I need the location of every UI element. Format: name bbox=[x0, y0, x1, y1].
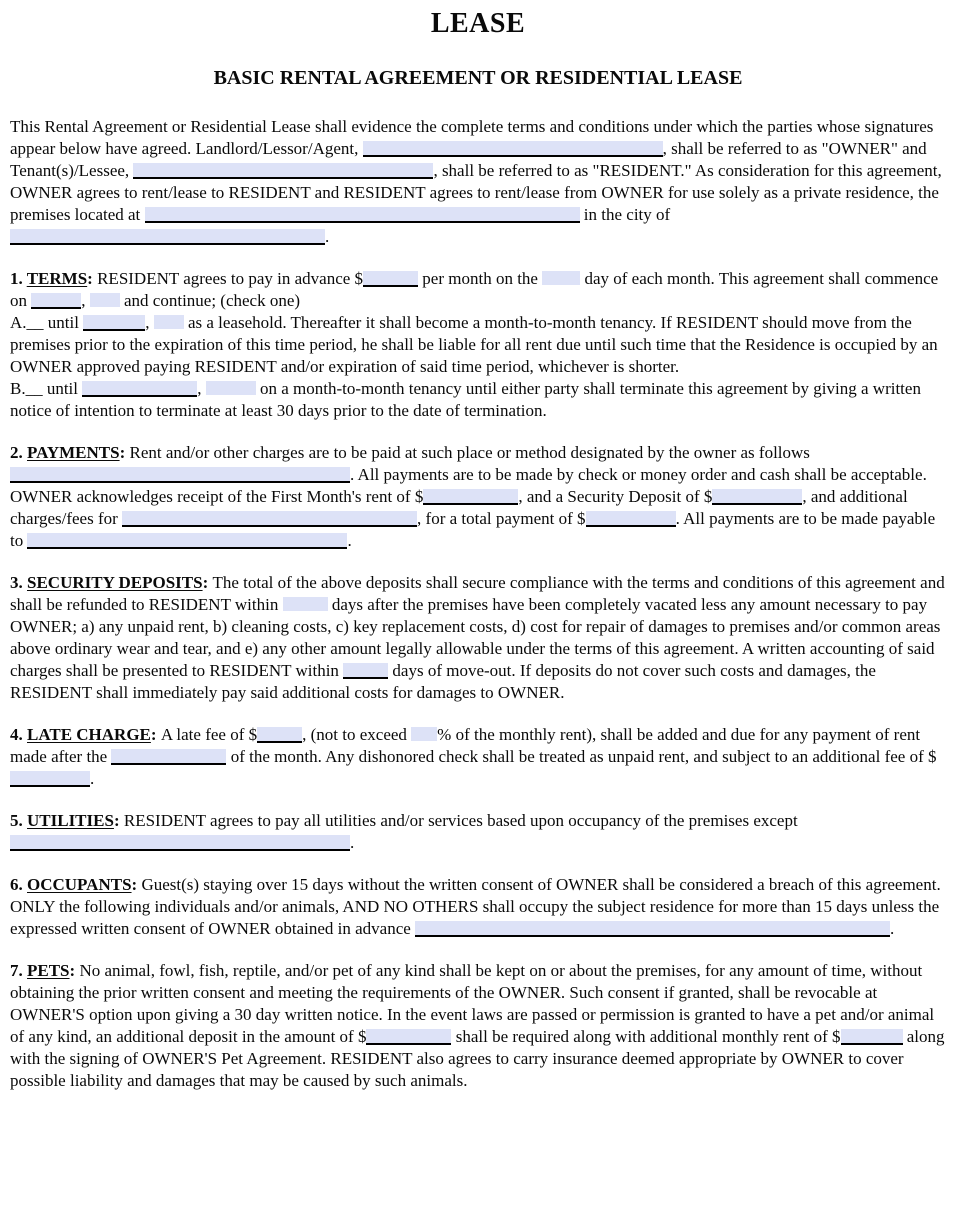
section-1-option-b bbox=[10, 378, 946, 422]
section-heading: : bbox=[150, 725, 161, 744]
section-heading: OCCUPANTS bbox=[27, 875, 132, 894]
text-run: . bbox=[90, 769, 95, 788]
dishonored-check-fee-field[interactable] bbox=[10, 771, 90, 787]
text-run: , and a Security Deposit of $ bbox=[518, 487, 713, 506]
text-run: This Rental Agreement or Residential Lease shall evidence the complete terms and conditions under which the parties whose signatures appear below have agreed. Landlord/Lessor/Agent, bbox=[10, 117, 934, 158]
late-after-day-field[interactable] bbox=[111, 749, 226, 765]
text-run: . All payments are to be made payable to bbox=[10, 509, 936, 550]
text-run: B.__ until bbox=[10, 379, 83, 398]
text-run: Rent and/or other charges are to be paid at such place or method designated by the owner as follows bbox=[129, 443, 810, 462]
section-heading: 1. bbox=[10, 269, 27, 288]
text-run: RESIDENT agrees to pay in advance $ bbox=[97, 269, 364, 288]
option-a-end-year-field[interactable] bbox=[154, 315, 184, 329]
text-run: Guest(s) staying over 15 days without the written consent of OWNER shall be considered a breach of this agreement. ONLY the following individuals and/or animals, AND NO OTHERS shall occupy the subject residence for more than 15 days unless the expressed written consent of OWNER obtained in advance bbox=[10, 875, 941, 938]
section-1-option-a bbox=[10, 312, 946, 378]
text-run: A late fee of $ bbox=[160, 725, 258, 744]
pet-additional-deposit-field[interactable] bbox=[366, 1029, 451, 1045]
section-heading: : bbox=[119, 443, 130, 462]
text-run: , and additional charges/fees for bbox=[10, 487, 908, 528]
section-heading: SECURITY DEPOSITS bbox=[27, 573, 203, 592]
option-b-end-date-field[interactable] bbox=[82, 381, 197, 397]
section-heading: : bbox=[202, 573, 213, 592]
option-b-end-year-field[interactable] bbox=[206, 381, 256, 395]
section-heading: : bbox=[131, 875, 142, 894]
text-run: . bbox=[890, 919, 895, 938]
section-2-payments bbox=[10, 442, 946, 552]
section-heading: LATE CHARGE bbox=[27, 725, 151, 744]
text-run: No animal, fowl, fish, reptile, and/or pet of any kind shall be kept on or about the premises, for any amount of time, without obtaining the prior written consent and meeting the requirements of the OWNER. Such consent if granted, shall be revocable at OWNER'S option upon giving a 30 day written notice. In the event laws are passed or permission is granted to have a pet and/or animal of any kind, an additional deposit in the amount of $ bbox=[10, 961, 935, 1046]
text-run: , bbox=[197, 379, 206, 398]
text-run: A.__ until bbox=[10, 313, 84, 332]
payments-payable-to-field[interactable] bbox=[27, 533, 347, 549]
rent-due-day-field[interactable] bbox=[542, 271, 580, 285]
accounting-within-days-field[interactable] bbox=[343, 663, 388, 679]
tenant-lessee-field[interactable] bbox=[133, 163, 433, 179]
section-heading: PETS bbox=[27, 961, 70, 980]
section-6-occupants bbox=[10, 874, 946, 940]
text-run: as a leasehold. Thereafter it shall become a month-to-month tenancy. If RESIDENT should move from the premises prior to the expiration of this time period, he shall be liable for all rent due until such time that the Residence is occupied by an OWNER approved paying RESIDENT and/or expiration of said time period, whichever is shorter. bbox=[10, 313, 938, 376]
premises-address-field[interactable] bbox=[145, 207, 580, 223]
text-run: % of the monthly rent), shall be added and due for any payment of rent made after the bbox=[10, 725, 921, 766]
text-run: of the month. Any dishonored check shall be treated as unpaid rent, and subject to an additional fee of $ bbox=[226, 747, 937, 766]
section-heading: : bbox=[69, 961, 80, 980]
section-heading: : bbox=[113, 811, 124, 830]
commencement-date-field[interactable] bbox=[31, 293, 81, 309]
text-run: The total of the above deposits shall secure compliance with the terms and conditions of this agreement and shall be refunded to RESIDENT within bbox=[10, 573, 945, 614]
late-fee-max-percent-field[interactable] bbox=[411, 727, 437, 741]
first-month-rent-field[interactable] bbox=[423, 489, 518, 505]
text-run: . bbox=[325, 227, 330, 246]
section-7-pets bbox=[10, 960, 946, 1092]
text-run: RESIDENT agrees to pay all utilities and/or services based upon occupancy of the premises except bbox=[123, 811, 798, 830]
text-run: in the city of bbox=[579, 205, 671, 224]
monthly-rent-amount-field[interactable] bbox=[363, 271, 418, 287]
section-1-terms bbox=[10, 268, 946, 312]
text-run: days after the premises have been completely vacated less any amount necessary to pay OWNER; a) any unpaid rent, b) cleaning costs, c) key replacement costs, d) cost for repair of damages to premises and/or common areas above ordinary wear and tear, and e) any other amount legally allowable under the terms of this agreement. A written accounting of said charges shall be presented to RESIDENT within bbox=[10, 595, 941, 680]
text-run: , shall be referred to as "RESIDENT." As consideration for this agreement, OWNER agrees to rent/lease to RESIDENT and RESIDENT agrees to rent/lease from OWNER for use solely as a private residence, the premises located at bbox=[10, 161, 942, 224]
utilities-exceptions-field[interactable] bbox=[10, 835, 350, 851]
text-run: , bbox=[145, 313, 154, 332]
text-run: and continue; (check one) bbox=[119, 291, 301, 310]
text-run: . bbox=[350, 833, 355, 852]
section-heading: 7. bbox=[10, 961, 27, 980]
section-heading: UTILITIES bbox=[27, 811, 114, 830]
text-run: . All payments are to be made by check or money order and cash shall be acceptable. OWNER acknowledges receipt of the First Month's rent of $ bbox=[10, 465, 927, 506]
refund-within-days-field[interactable] bbox=[283, 597, 328, 611]
section-4-late-charge bbox=[10, 724, 946, 790]
section-heading: 4. bbox=[10, 725, 27, 744]
text-run: , for a total payment of $ bbox=[417, 509, 586, 528]
pet-additional-monthly-rent-field[interactable] bbox=[841, 1029, 903, 1045]
option-a-end-date-field[interactable] bbox=[83, 315, 145, 331]
premises-city-field[interactable] bbox=[10, 229, 325, 245]
late-fee-amount-field[interactable] bbox=[257, 727, 302, 743]
approved-occupants-field[interactable] bbox=[415, 921, 890, 937]
text-run: , (not to exceed bbox=[302, 725, 412, 744]
text-run: shall be required along with additional monthly rent of $ bbox=[451, 1027, 841, 1046]
document-title: LEASE bbox=[430, 8, 526, 39]
text-run: on a month-to-month tenancy until either party shall terminate this agreement by giving a written notice of intention to terminate at least 30 days prior to the date of termination. bbox=[10, 379, 921, 420]
text-run: day of each month. This agreement shall commence on bbox=[10, 269, 939, 310]
section-5-utilities bbox=[10, 810, 946, 854]
additional-charges-description-field[interactable] bbox=[122, 511, 417, 527]
section-heading: 2. bbox=[10, 443, 27, 462]
text-run: , shall be referred to as "OWNER" and Tenant(s)/Lessee, bbox=[10, 139, 927, 180]
intro-paragraph bbox=[10, 116, 946, 248]
text-run: , bbox=[81, 291, 90, 310]
security-deposit-amount-field[interactable] bbox=[712, 489, 802, 505]
landlord-lessor-agent-field[interactable] bbox=[363, 141, 663, 157]
section-heading: 6. bbox=[10, 875, 27, 894]
section-heading: 5. bbox=[10, 811, 27, 830]
section-heading: 3. bbox=[10, 573, 27, 592]
text-run: days of move-out. If deposits do not cover such costs and damages, the RESIDENT shall immediately pay said additional costs for damages to OWNER. bbox=[10, 661, 876, 702]
payment-place-method-field[interactable] bbox=[10, 467, 350, 483]
section-3-security-deposits bbox=[10, 572, 946, 704]
text-run: . bbox=[347, 531, 352, 550]
text-run: along with the signing of OWNER'S Pet Agreement. RESIDENT also agrees to carry insurance deemed appropriate by OWNER to cover possible liability and damages that may be caused by such animals. bbox=[10, 1027, 945, 1090]
commencement-year-field[interactable] bbox=[90, 293, 120, 307]
text-run: per month on the bbox=[418, 269, 543, 288]
document-subtitle: BASIC RENTAL AGREEMENT OR RESIDENTIAL LEASE bbox=[213, 67, 743, 89]
section-heading: TERMS bbox=[26, 269, 88, 288]
section-heading: PAYMENTS bbox=[27, 443, 120, 462]
section-heading: : bbox=[87, 269, 98, 288]
document-body bbox=[10, 116, 946, 1092]
total-payment-amount-field[interactable] bbox=[586, 511, 676, 527]
